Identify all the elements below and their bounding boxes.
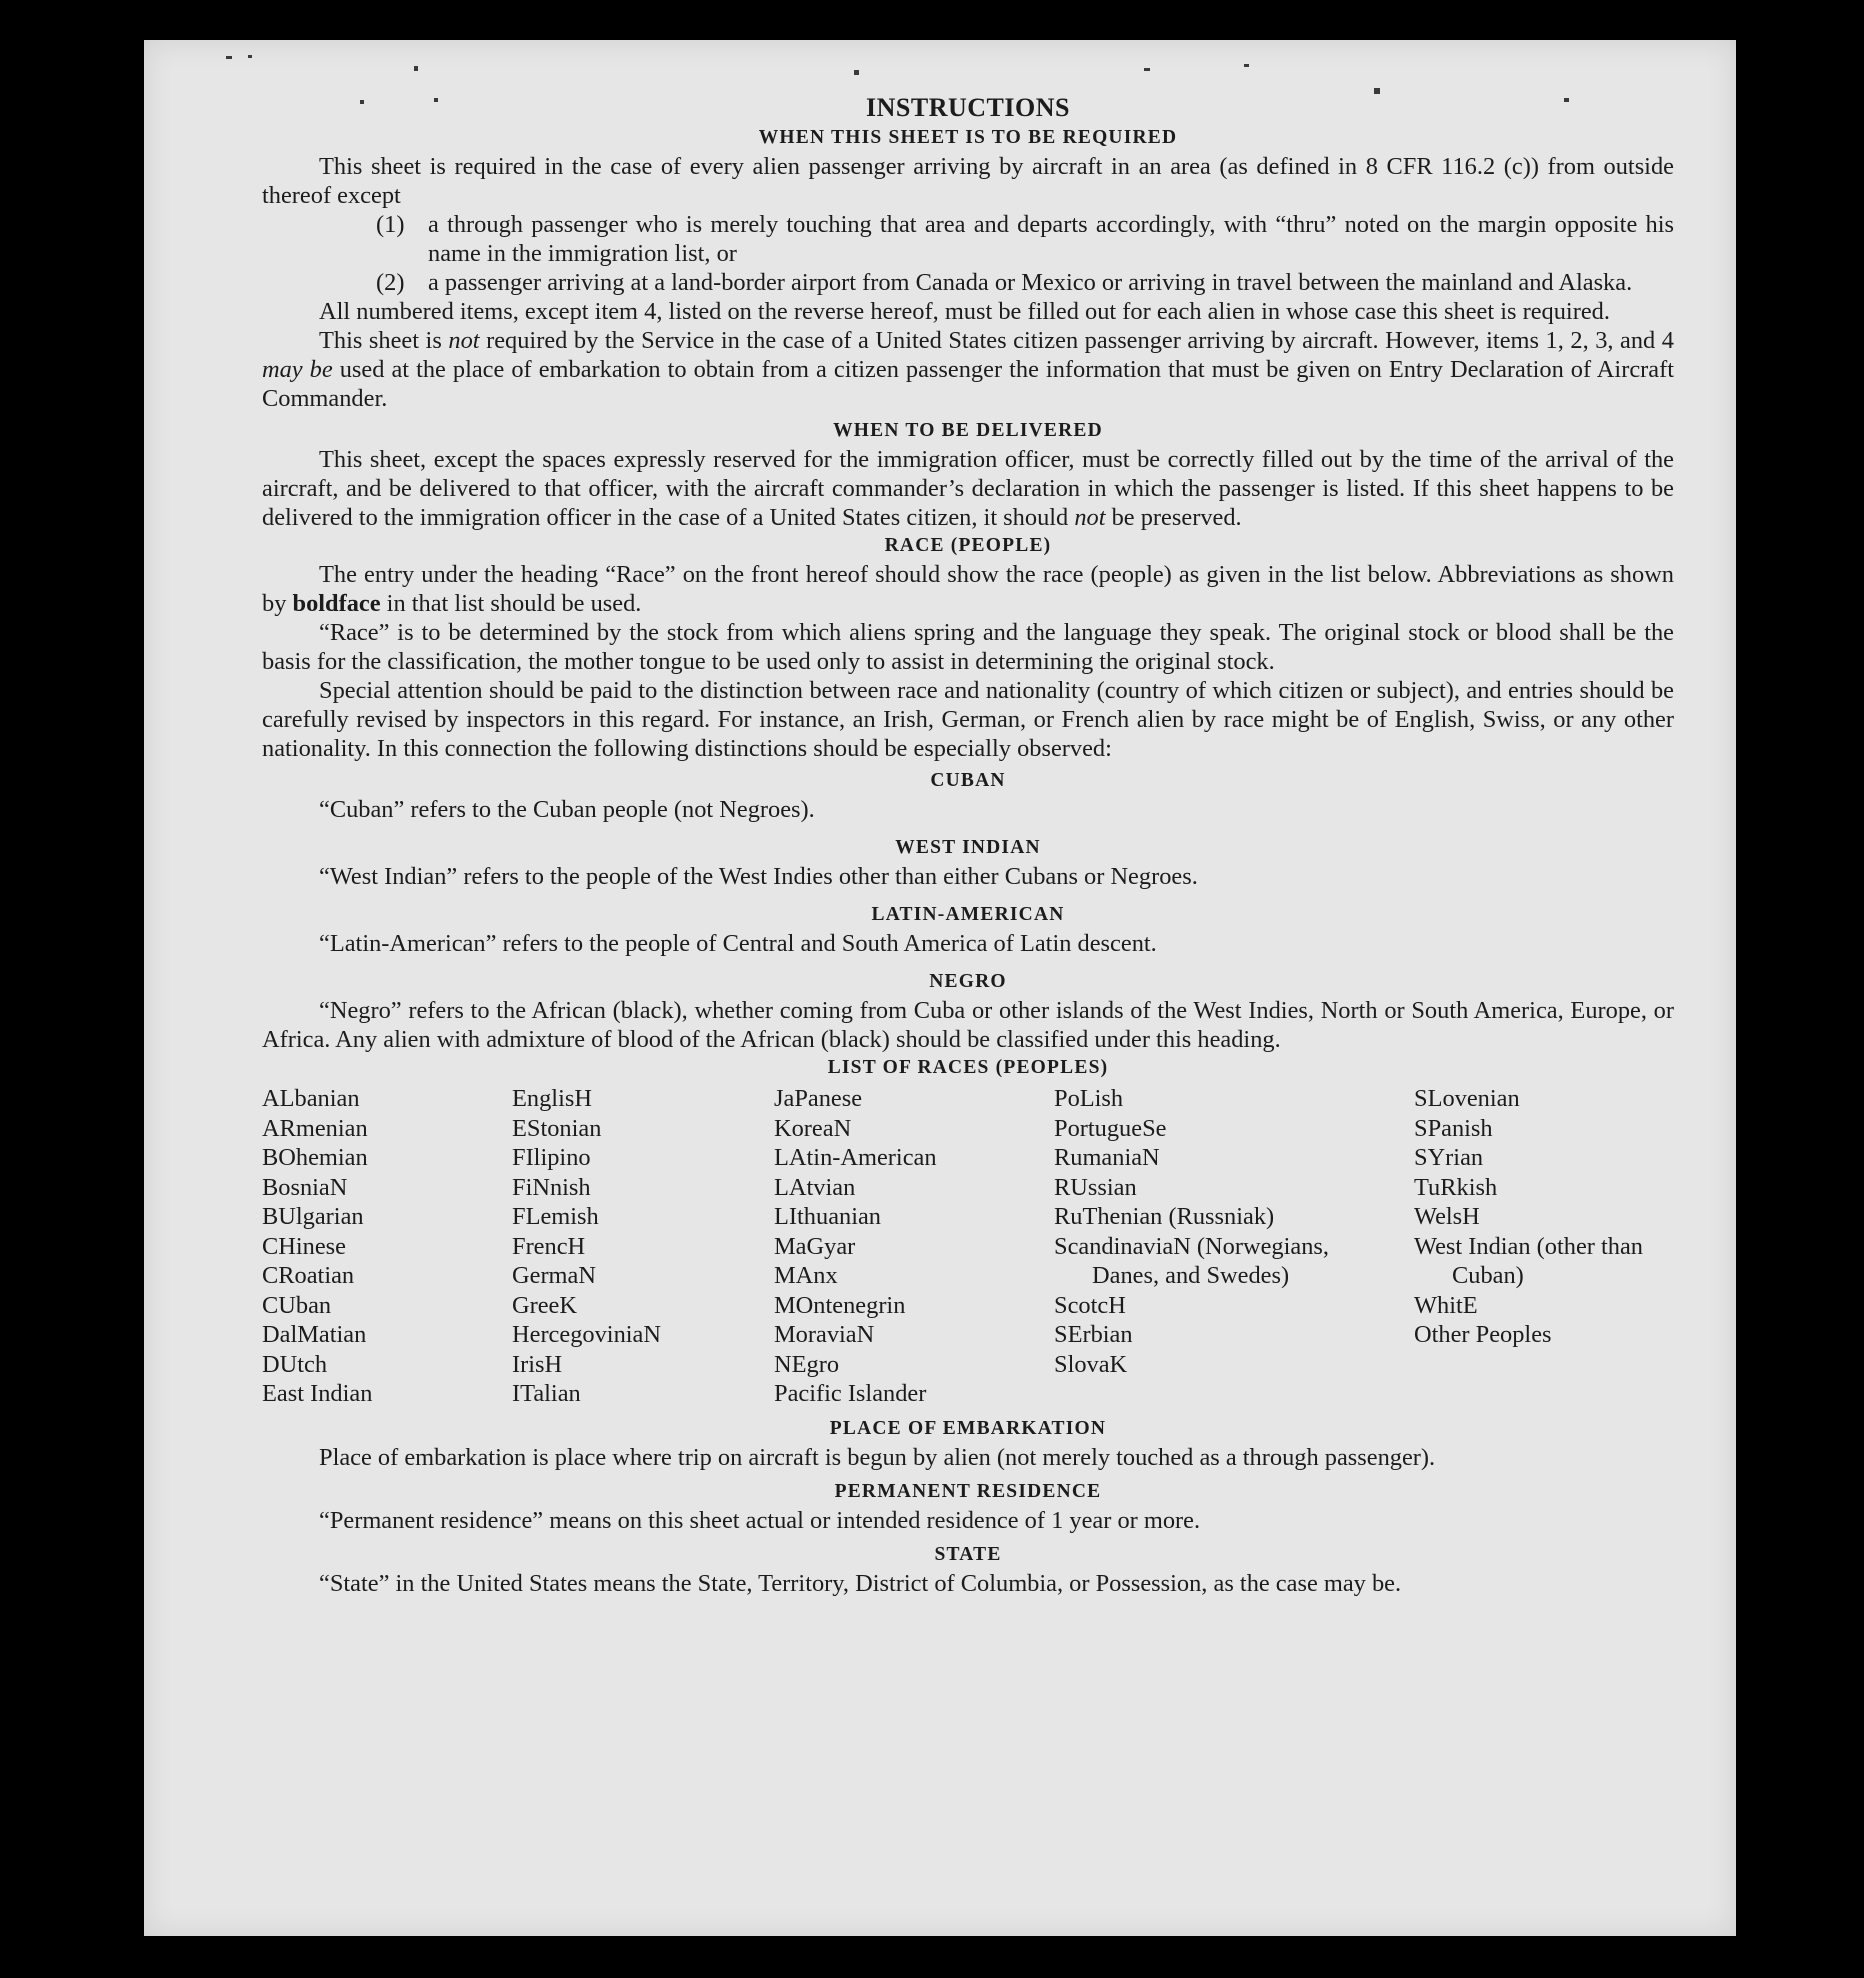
heading-negro: NEGRO [929, 971, 1007, 992]
races-column-3 [774, 1084, 1054, 1409]
italic-text: not [448, 327, 480, 354]
paragraph-race-nationality: Special attention should be paid to the distinction between race and nationality (country of which citizen or subject), and entries should be carefully revised by inspectors in this regard. For instance, an Irish, German, or French alien by race might be of English, Swiss, or any other nationality. In this connection the following distinctions should be especially observed: [262, 677, 1674, 762]
heading-place-of-embarkation: PLACE OF EMBARKATION [829, 1417, 1107, 1439]
document-page [144, 40, 1736, 1936]
race-entry: FrencH [512, 1232, 586, 1260]
numbered-item-1 [376, 210, 1674, 268]
paragraph-negro: “Negro” refers to the African (black), whether coming from Cuba or other islands of the West Indies, North or South America, Europe, or Africa. Any alien with admixture of blood of the African (black) should be classified under this heading. [262, 997, 1674, 1053]
bold-text: boldface [292, 590, 381, 617]
race-entry: CUban [262, 1291, 332, 1319]
races-column-1 [262, 1084, 512, 1409]
race-entry: LIthuanian [774, 1203, 882, 1230]
race-entry: SErbian [1054, 1321, 1133, 1348]
race-entry: SLovenian [1414, 1085, 1520, 1112]
race-entry: ScandinaviaN (Norwegians, Danes, and Swedes) [1054, 1232, 1329, 1289]
race-entry: BosniaN [262, 1173, 348, 1201]
race-entry: RuThenian (Russniak) [1054, 1203, 1275, 1230]
heading-cuban: CUBAN [930, 770, 1006, 791]
paragraph-delivered [262, 445, 1674, 532]
race-entry: GreeK [512, 1291, 578, 1319]
heading-when-required: WHEN THIS SHEET IS TO BE REQUIRED [758, 127, 1178, 148]
race-entry: RumaniaN [1054, 1144, 1160, 1171]
race-entry: FiNnish [512, 1173, 591, 1201]
race-entry: GermaN [512, 1262, 596, 1289]
document-title: INSTRUCTIONS [866, 93, 1070, 122]
race-entry: FLemish [512, 1203, 599, 1230]
paragraph-place-of-embarkation: Place of embarkation is place where trip on aircraft is begun by alien (not merely touched as a through passenger). [319, 1443, 1436, 1471]
race-entry: West Indian (other than Cuban) [1414, 1232, 1643, 1289]
race-entry: WhitE [1414, 1291, 1478, 1319]
race-entry: ITalian [512, 1380, 581, 1407]
race-entry: FIlipino [512, 1144, 591, 1171]
race-entry: DalMatian [262, 1321, 367, 1348]
race-entry: KoreaN [774, 1114, 852, 1142]
race-entry: RUssian [1054, 1173, 1137, 1201]
race-entry: HercegoviniaN [512, 1321, 661, 1348]
paragraph-race-entry [262, 560, 1674, 618]
race-entry: WelsH [1414, 1203, 1480, 1230]
heading-permanent-residence: PERMANENT RESIDENCE [834, 1480, 1102, 1502]
race-entry: Other Peoples [1414, 1321, 1552, 1348]
numbered-item-2 [376, 268, 1674, 297]
race-entry: BUlgarian [262, 1203, 364, 1230]
heading-state: STATE [934, 1543, 1002, 1565]
race-entry: SYrian [1414, 1144, 1484, 1171]
heading-west-indian: WEST INDIAN [895, 837, 1041, 858]
item-text: a through passenger who is merely touching that area and departs accordingly, with “thru” noted on the margin opposite his name in the immigration list, or [428, 211, 1674, 267]
races-column-5 [1414, 1084, 1674, 1409]
text-run: be preserved. [1105, 504, 1242, 531]
race-entry: JaPanese [774, 1085, 863, 1112]
race-entry: DUtch [262, 1350, 328, 1378]
race-entry: ARmenian [262, 1114, 368, 1142]
item-text: a passenger arriving at a land-border airport from Canada or Mexico or arriving in travel between the mainland and Alaska. [428, 269, 1633, 296]
paragraph-required: This sheet is required in the case of every alien passenger arriving by aircraft in an area (as defined in 8 CFR 116.2 (c)) from outside thereof except [262, 153, 1674, 209]
heading-list-of-races: LIST OF RACES (PEOPLES) [827, 1057, 1109, 1078]
paragraph-west-indian: “West Indian” refers to the people of the West Indies other than either Cubans or Negroes. [319, 863, 1198, 890]
race-entry: Pacific Islander [774, 1380, 927, 1407]
race-entry: LAtin-American [774, 1144, 937, 1171]
italic-text: not [1074, 504, 1106, 531]
race-entry: LAtvian [774, 1173, 856, 1201]
paragraph-race-determined: “Race” is to be determined by the stock from which aliens spring and the language they speak. The original stock or blood shall be the basis for the classification, the mother tongue to be used only to assist in determining the original stock. [262, 619, 1674, 675]
text-run: used at the place of embarkation to obtain from a citizen passenger the information that must be given on Entry Declaration of Aircraft Commander. [262, 356, 1674, 412]
race-entry: TuRkish [1414, 1173, 1498, 1201]
race-entry: PortugueSe [1054, 1114, 1167, 1142]
race-entry: SlovaK [1054, 1350, 1128, 1378]
race-entry: MAnx [774, 1262, 838, 1289]
paragraph-numbered-items: All numbered items, except item 4, listed on the reverse hereof, must be filled out for each alien in whose case this sheet is required. [319, 298, 1610, 325]
paragraph-permanent-residence: “Permanent residence” means on this sheet actual or intended residence of 1 year or more. [319, 1506, 1201, 1534]
race-entry: CRoatian [262, 1262, 355, 1289]
instructions-content [262, 92, 1674, 1598]
paragraph-citizen-passenger [262, 326, 1674, 413]
item-number: (1) [376, 211, 405, 238]
race-entry: MOntenegrin [774, 1291, 906, 1319]
text-run: required by the Service in the case of a United States citizen passenger arriving by aircraft. However, items 1, 2, 3, and 4 [479, 327, 1674, 354]
paragraph-cuban: “Cuban” refers to the Cuban people (not Negroes). [319, 796, 815, 823]
italic-text: may be [262, 356, 333, 383]
race-entry: East Indian [262, 1380, 373, 1407]
race-entry: MaGyar [774, 1232, 856, 1260]
item-number: (2) [376, 269, 405, 296]
heading-when-delivered: WHEN TO BE DELIVERED [833, 420, 1103, 441]
race-entry: NEgro [774, 1350, 840, 1378]
text-run: The entry under the heading “Race” on the front hereof should show the race (people) as given in the list below. Abbreviations as shown by [262, 561, 1674, 617]
race-entry: ALbanian [262, 1085, 360, 1112]
race-entry: EnglisH [512, 1085, 592, 1112]
race-entry: CHinese [262, 1232, 346, 1260]
race-entry: BOhemian [262, 1144, 368, 1171]
paragraph-state: “State” in the United States means the State, Territory, District of Columbia, or Possession, as the case may be. [319, 1569, 1402, 1597]
race-entry: IrisH [512, 1350, 563, 1378]
paragraph-latin-american: “Latin-American” refers to the people of Central and South America of Latin descent. [319, 930, 1157, 957]
races-table [262, 1084, 1674, 1409]
race-entry: EStonian [512, 1114, 602, 1142]
heading-race: RACE (PEOPLE) [884, 535, 1052, 556]
text-run: This sheet is [319, 327, 449, 354]
text-run: This sheet, except the spaces expressly reserved for the immigration officer, must be correctly filled out by the time of the arrival of the aircraft, and be delivered to that officer, with the aircraft commander’s declaration in which the passenger is listed. If this sheet happens to be delivered to the immigration officer in the case of a United States citizen, it should [262, 446, 1674, 531]
race-entry: SPanish [1414, 1114, 1493, 1142]
race-entry: PoLish [1054, 1085, 1124, 1112]
heading-latin-american: LATIN-AMERICAN [871, 904, 1065, 925]
race-entry: MoraviaN [774, 1321, 875, 1348]
race-entry: ScotcH [1054, 1291, 1126, 1319]
races-column-2 [512, 1084, 774, 1409]
text-run: in that list should be used. [380, 590, 642, 617]
races-column-4 [1054, 1084, 1414, 1409]
